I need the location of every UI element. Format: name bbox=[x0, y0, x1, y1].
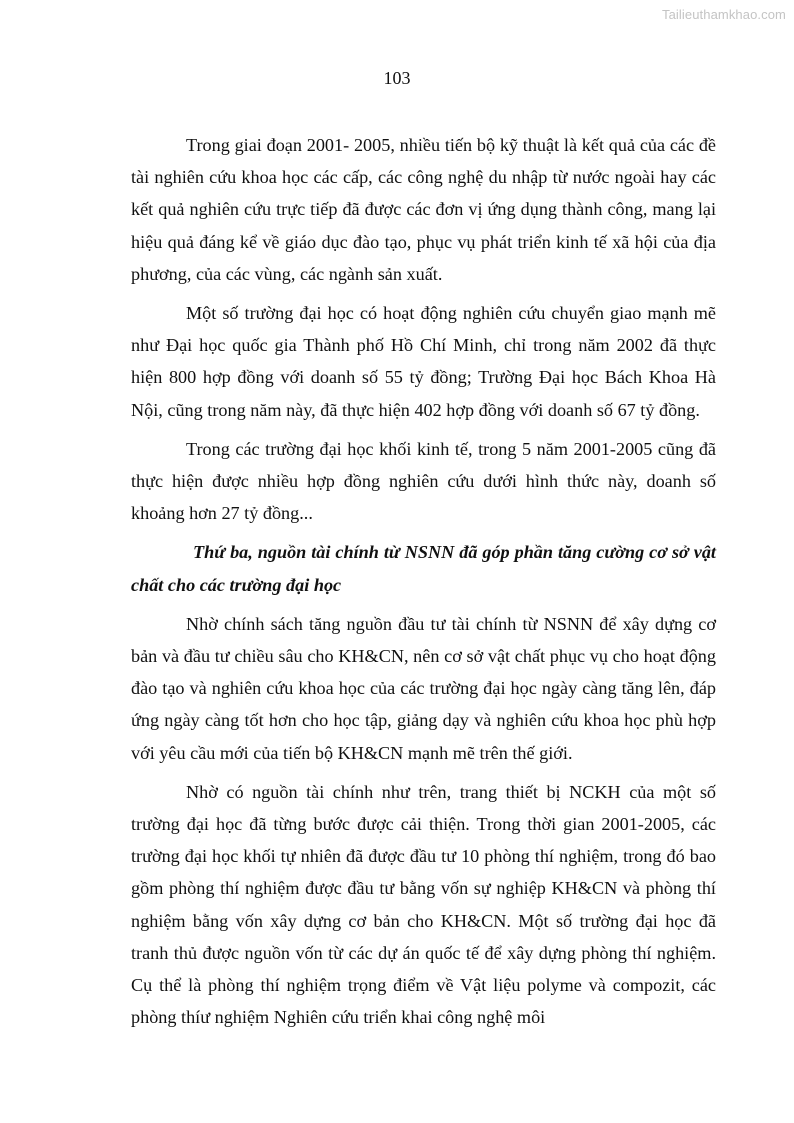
watermark: Tailieuthamkhao.com bbox=[661, 7, 786, 22]
page-body bbox=[131, 129, 716, 1040]
paragraph-university-contracts: Một số trường đại học có hoạt động nghiên cứu chuyển giao mạnh mẽ như Đại học quốc gia Thành phố Hồ Chí Minh, chỉ trong năm 2002 đã thực hiện 800 hợp đồng với doanh số 55 tỷ đồng; Trường Đại học Bách Khoa Hà Nội, cũng trong năm này, đã thực hiện 402 hợp đồng với doanh số 67 tỷ đồng. bbox=[131, 303, 716, 420]
paragraph-infrastructure: Nhờ chính sách tăng nguồn đầu tư tài chính từ NSNN để xây dựng cơ bản và đầu tư chiều sâu cho KH&CN, nên cơ sở vật chất phục vụ cho hoạt động đào tạo và nghiên cứu khoa học của các trường đại học ngày càng tăng lên, đáp ứng ngày càng tốt hơn cho học tập, giảng dạy và nghiên cứu khoa học phù hợp với yêu cầu mới của tiến bộ KH&CN mạnh mẽ trên thế giới. bbox=[131, 613, 716, 763]
paragraph-lab-equipment: Nhờ có nguồn tài chính như trên, trang thiết bị NCKH của một số trường đại học đã từng bước được cải thiện. Trong thời gian 2001-2005, các trường đại học khối tự nhiên đã được đầu tư 10 phòng thí nghiệm, trong đó bao gồm phòng thí nghiệm được đầu tư bằng vốn sự nghiệp KH&CN và phòng thí nghiệm bằng vốn xây dựng cơ bản cho KH&CN. Một số trường đại học đã tranh thủ được nguồn vốn từ các dự án quốc tế để xây dựng phòng thí nghiệm. Cụ thể là phòng thí nghiệm trọng điểm về Vật liệu polyme và compozit, các phòng thíư nghiệm Nghiên cứu triển khai công nghệ môi bbox=[131, 781, 716, 1028]
section-heading: Thứ ba, nguồn tài chính từ NSNN đã góp phần tăng cường cơ sở vật chất cho các trường đại học bbox=[131, 542, 716, 595]
paragraph-tech-progress: Trong giai đoạn 2001- 2005, nhiều tiến bộ kỹ thuật là kết quả của các đề tài nghiên cứu khoa học các cấp, các công nghệ du nhập từ nước ngoài hay các kết quả nghiên cứu trực tiếp đã được các đơn vị ứng dụng thành công, mang lại hiệu quả đáng kể về giáo dục đào tạo, phục vụ phát triển kinh tế xã hội của địa phương, của các vùng, các ngành sản xuất. bbox=[131, 135, 716, 284]
paragraph-economics-universities: Trong các trường đại học khối kinh tế, trong 5 năm 2001-2005 cũng đã thực hiện được nhiều hợp đồng nghiên cứu dưới hình thức này, doanh số khoảng hơn 27 tỷ đồng... bbox=[131, 438, 716, 524]
page-number: 103 bbox=[383, 68, 411, 88]
